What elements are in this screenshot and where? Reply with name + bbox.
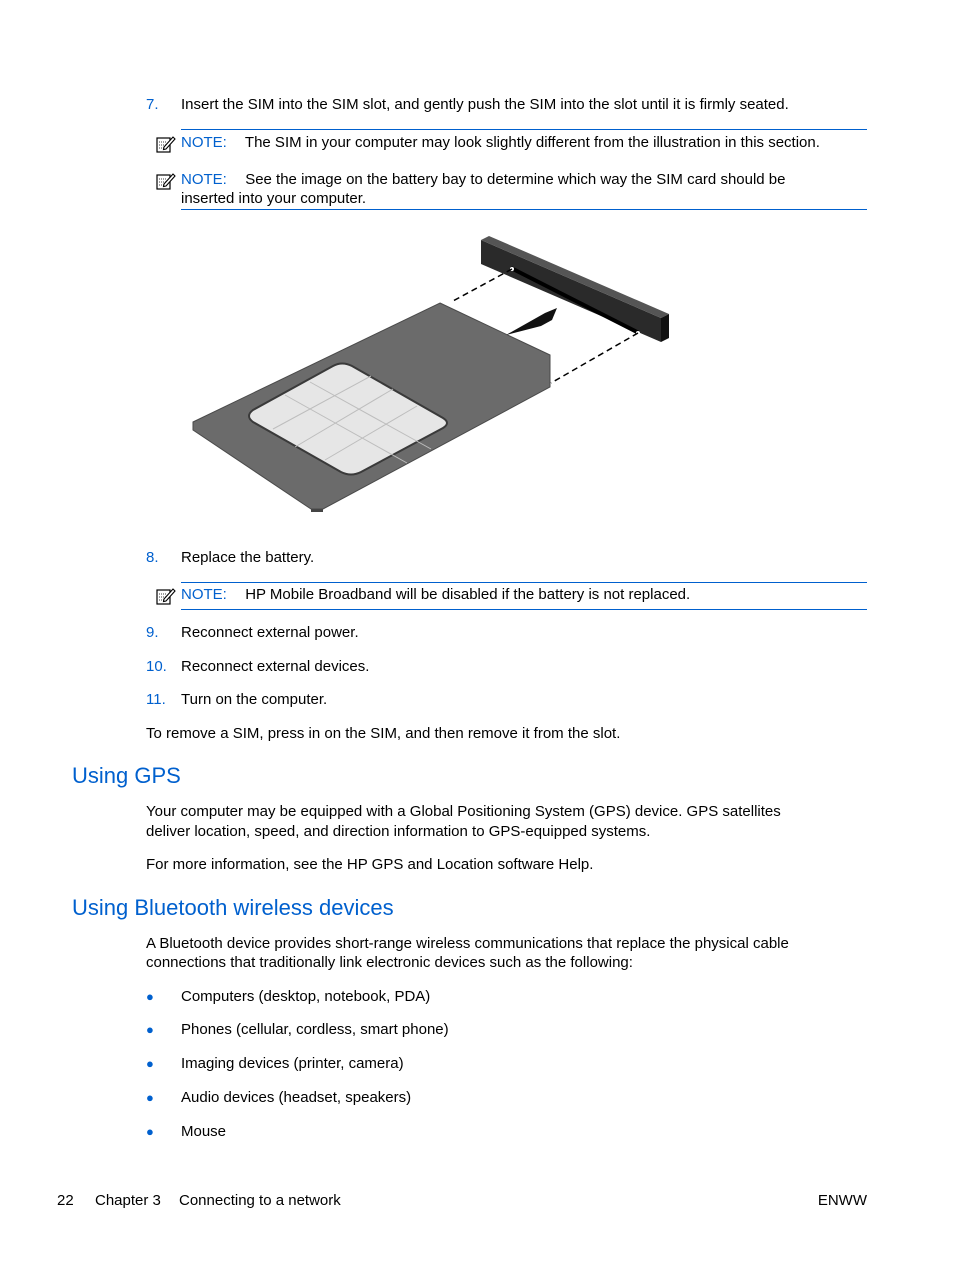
list-item: Mouse <box>181 1123 227 1140</box>
gps-paragraph-line-1: Your computer may be equipped with a Global Positioning System (GPS) device. GPS satellites <box>146 803 781 820</box>
note-1-text: The SIM in your computer may look slightly different from the illustration in this section. <box>244 134 820 151</box>
bullet-icon: ● <box>146 1090 154 1105</box>
step-8-text: Replace the battery. <box>181 549 315 566</box>
note-3-bottom-rule <box>181 609 867 610</box>
gps-help-paragraph: For more information, see the HP GPS and Location software Help. <box>146 856 594 873</box>
step-11-number: 11. <box>146 691 166 708</box>
note-1-label: NOTE: <box>181 134 227 151</box>
step-10-number: 10. <box>146 658 167 675</box>
note-pencil-icon <box>156 135 176 153</box>
note-pencil-icon <box>156 587 176 605</box>
note-3-top-rule <box>181 582 867 583</box>
footer-chapter: Chapter 3 <box>95 1192 161 1209</box>
remove-sim-paragraph: To remove a SIM, press in on the SIM, and then remove it from the slot. <box>146 725 621 742</box>
step-9-number: 9. <box>146 624 159 641</box>
gps-heading: Using GPS <box>72 763 181 788</box>
step-9-text: Reconnect external power. <box>181 624 359 641</box>
note-1-top-rule <box>181 129 867 130</box>
step-7-number: 7. <box>146 96 159 113</box>
bullet-icon: ● <box>146 1124 154 1139</box>
note-3-text: HP Mobile Broadband will be disabled if the battery is not replaced. <box>245 586 691 603</box>
step-11-text: Turn on the computer. <box>181 691 328 708</box>
note-2-text-line-1: See the image on the battery bay to determine which way the SIM card should be <box>245 171 786 188</box>
note-2-label: NOTE: <box>181 171 227 188</box>
list-item: Phones (cellular, cordless, smart phone) <box>181 1021 449 1038</box>
bluetooth-heading: Using Bluetooth wireless devices <box>72 895 394 920</box>
note-2 <box>181 170 786 189</box>
bullet-icon: ● <box>146 1022 154 1037</box>
gps-paragraph-line-2: deliver location, speed, and direction information to GPS-equipped systems. <box>146 823 651 840</box>
note-2-text-line-2: inserted into your computer. <box>181 190 367 207</box>
note-1 <box>181 133 820 152</box>
note-pencil-icon <box>156 172 176 190</box>
footer-chapter-title: Connecting to a network <box>179 1192 341 1209</box>
note-3-label: NOTE: <box>181 586 227 603</box>
footer-locale-code: ENWW <box>817 1192 867 1209</box>
sim-insertion-illustration <box>185 232 675 517</box>
bluetooth-paragraph-line-2: connections that traditionally link electronic devices such as the following: <box>146 954 633 971</box>
bluetooth-paragraph-line-1: A Bluetooth device provides short-range wireless communications that replace the physical cable <box>146 935 789 952</box>
step-8-number: 8. <box>146 549 159 566</box>
footer-page-number: 22 <box>57 1192 74 1209</box>
list-item: Computers (desktop, notebook, PDA) <box>181 988 431 1005</box>
bullet-icon: ● <box>146 989 154 1004</box>
note-3 <box>181 585 690 604</box>
list-item: Audio devices (headset, speakers) <box>181 1089 412 1106</box>
note-2-bottom-rule <box>181 209 867 210</box>
list-item: Imaging devices (printer, camera) <box>181 1055 404 1072</box>
step-10-text: Reconnect external devices. <box>181 658 370 675</box>
bullet-icon: ● <box>146 1056 154 1071</box>
step-7-text: Insert the SIM into the SIM slot, and gently push the SIM into the slot until it is firmly seated. <box>181 96 789 113</box>
